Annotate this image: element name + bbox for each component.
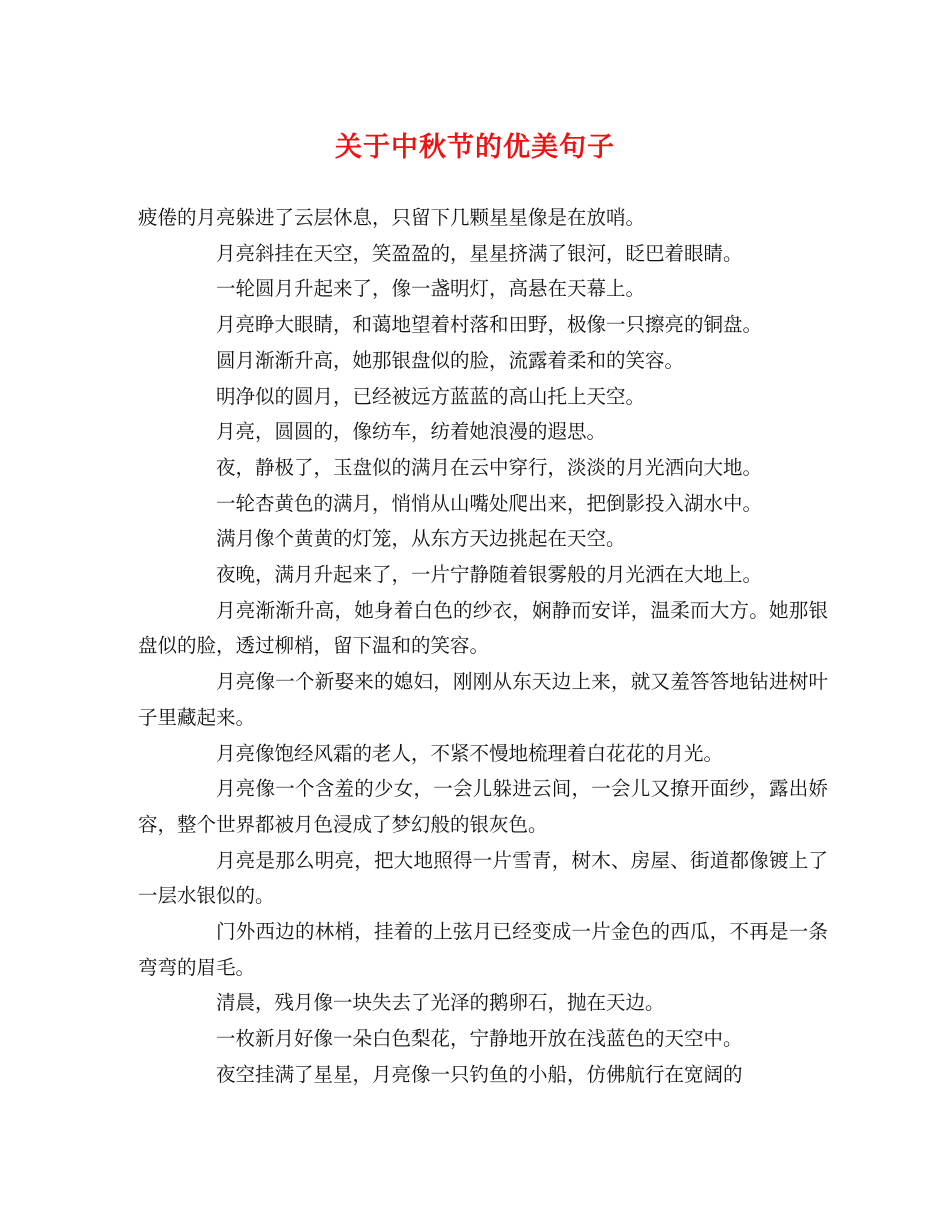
paragraph: 夜，静极了，玉盘似的满月在云中穿行，淡淡的月光洒向大地。	[216, 455, 763, 479]
page-title: 关于中秋节的优美句子	[335, 132, 615, 163]
paragraph: 门外西边的林梢，挂着的上弦月已经变成一片金色的西瓜，不再是一条弯弯的眉毛。	[138, 920, 828, 979]
paragraph: 夜空挂满了星星，月亮像一只钓鱼的小船，仿佛航行在宽阔的	[216, 1062, 743, 1086]
paragraph: 月亮斜挂在天空，笑盈盈的，星星挤满了银河，眨巴着眼睛。	[216, 241, 743, 265]
paragraph: 一轮圆月升起来了，像一盏明灯，高悬在天幕上。	[216, 277, 646, 301]
paragraph: 月亮是那么明亮，把大地照得一片雪青，树木、房屋、街道都像镀上了一层水银似的。	[138, 848, 828, 908]
paragraph: 圆月渐渐升高，她那银盘似的脸，流露着柔和的笑容。	[216, 348, 685, 372]
paragraph: 月亮渐渐升高，她身着白色的纱衣，娴静而安详，温柔而大方。她那银盘似的脸，透过柳梢，留下温和的笑容。	[138, 598, 828, 658]
paragraph: 夜晚，满月升起来了，一片宁静随着银雾般的月光洒在大地上。	[216, 563, 763, 587]
paragraph: 月亮像饱经风霜的老人，不紧不慢地梳理着白花花的月光。	[216, 741, 724, 765]
paragraph: 清晨，残月像一块失去了光泽的鹅卵石，抛在天边。	[216, 991, 665, 1015]
paragraph: 月亮，圆圆的，像纺车，纺着她浪漫的遐思。	[216, 420, 607, 444]
paragraph: 一轮杏黄色的满月，悄悄从山嘴处爬出来，把倒影投入湖水中。	[216, 491, 763, 515]
paragraph: 月亮像一个新娶来的媳妇，刚刚从东天边上来，就又羞答答地钻进树叶子里藏起来。	[138, 670, 828, 729]
paragraph: 月亮睁大眼睛，和蔼地望着村落和田野，极像一只擦亮的铜盘。	[216, 313, 763, 337]
paragraph: 疲倦的月亮躲进了云层休息，只留下几颗星星像是在放哨。	[138, 206, 646, 229]
paragraph: 一枚新月好像一朵白色梨花，宁静地开放在浅蓝色的天空中。	[216, 1027, 743, 1051]
paragraph: 明净似的圆月，已经被远方蓝蓝的高山托上天空。	[216, 384, 646, 408]
paragraph: 满月像个黄黄的灯笼，从东方天边挑起在天空。	[216, 527, 626, 551]
document-body	[138, 200, 828, 1093]
paragraph: 月亮像一个含羞的少女，一会儿躲进云间，一会儿又撩开面纱，露出娇容，整个世界都被月色浸成了梦幻般的银灰色。	[138, 777, 828, 836]
